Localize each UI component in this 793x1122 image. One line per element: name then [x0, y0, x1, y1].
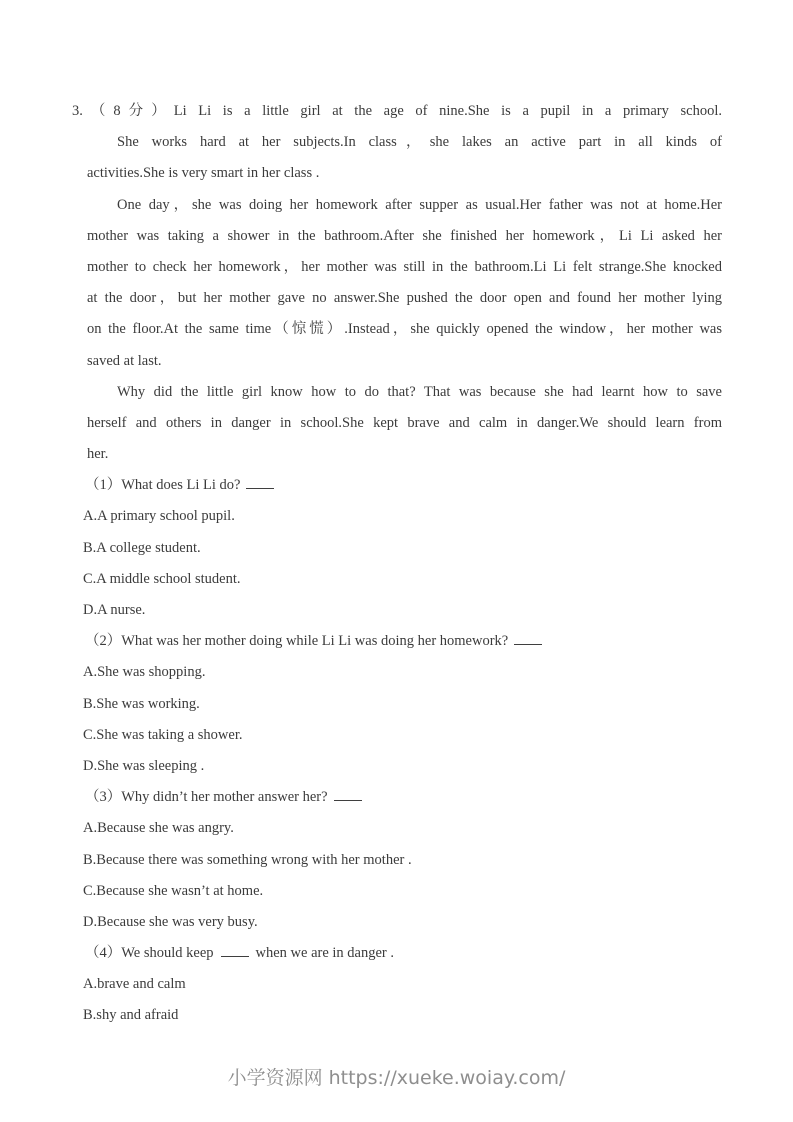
option-a: A.Because she was angry.: [83, 820, 234, 837]
answer-blank: [334, 787, 362, 801]
question-text: （2）What was her mother doing while Li Li was doing her homework?: [85, 633, 509, 650]
passage-line: herself and others in danger in school.She kept brave and calm in danger.We should learn from: [87, 414, 722, 431]
passage-opening: Li Li is a little girl at the age of nine.She is a pupil in a primary school.: [173, 103, 723, 119]
passage-line: [72, 96, 722, 127]
passage-line: mother to check her homework，her mother was still in the bathroom.Li Li felt strange.She knocked: [87, 258, 722, 275]
option-a: A.A primary school pupil.: [83, 508, 235, 525]
answer-blank: [221, 943, 249, 957]
option-c: C.A middle school student.: [83, 570, 241, 587]
item-number: 3.: [72, 103, 83, 119]
question-text: （4）We should keep: [85, 945, 214, 962]
option-b: B.She was working.: [83, 695, 200, 712]
site-watermark: 小学资源网 https://xueke.woiay.com/: [227, 1067, 566, 1089]
passage-line: mother was taking a shower in the bathroom.After she finished her homework，Li Li asked her: [87, 227, 722, 244]
answer-blank: [514, 631, 542, 645]
option-a: A.She was shopping.: [83, 664, 206, 681]
question-text: （1）What does Li Li do?: [85, 477, 241, 494]
reading-passage-section: [72, 96, 722, 1032]
option-d: D.A nurse.: [83, 602, 146, 618]
passage-line: She works hard at her subjects.In class，she lakes an active part in all kinds of: [117, 134, 722, 151]
answer-blank: [246, 475, 274, 489]
question-2: [72, 626, 722, 657]
question-1: [72, 470, 722, 501]
passage-line: on the floor.At the same time（惊慌）.Instead，she quickly opened the window，her mother was: [87, 321, 722, 338]
option-c: C.She was taking a shower.: [83, 726, 243, 743]
option-b: B.Because there was something wrong with her mother .: [83, 851, 412, 868]
question-3: [72, 782, 722, 813]
question-4: [72, 938, 722, 969]
passage-line: her.: [87, 446, 109, 463]
option-c: C.Because she wasn’t at home.: [83, 882, 264, 899]
question-text-after: when we are in danger .: [255, 945, 395, 962]
question-block-3: [72, 782, 722, 938]
option-b: B.shy and afraid: [83, 1007, 179, 1024]
passage-line: One day，she was doing her homework after supper as usual.Her father was not at home.Her: [117, 196, 722, 213]
question-block-4: [72, 938, 722, 1032]
question-block-1: [72, 470, 722, 626]
option-a: A.brave and calm: [83, 976, 186, 993]
passage-line: saved at last.: [87, 352, 162, 369]
question-block-2: [72, 626, 722, 782]
item-points: （8分）: [82, 103, 174, 119]
passage-line: activities.She is very smart in her class .: [87, 165, 320, 182]
option-d: D.Because she was very busy.: [83, 913, 258, 930]
option-d: D.She was sleeping .: [83, 757, 205, 774]
passage-line: Why did the little girl know how to do that? That was because she had learnt how to save: [117, 383, 722, 400]
passage-line: at the door，but her mother gave no answer.She pushed the door open and found her mother lying: [87, 290, 722, 307]
question-text: （3）Why didn’t her mother answer her?: [85, 789, 328, 806]
option-b: B.A college student.: [83, 539, 201, 556]
